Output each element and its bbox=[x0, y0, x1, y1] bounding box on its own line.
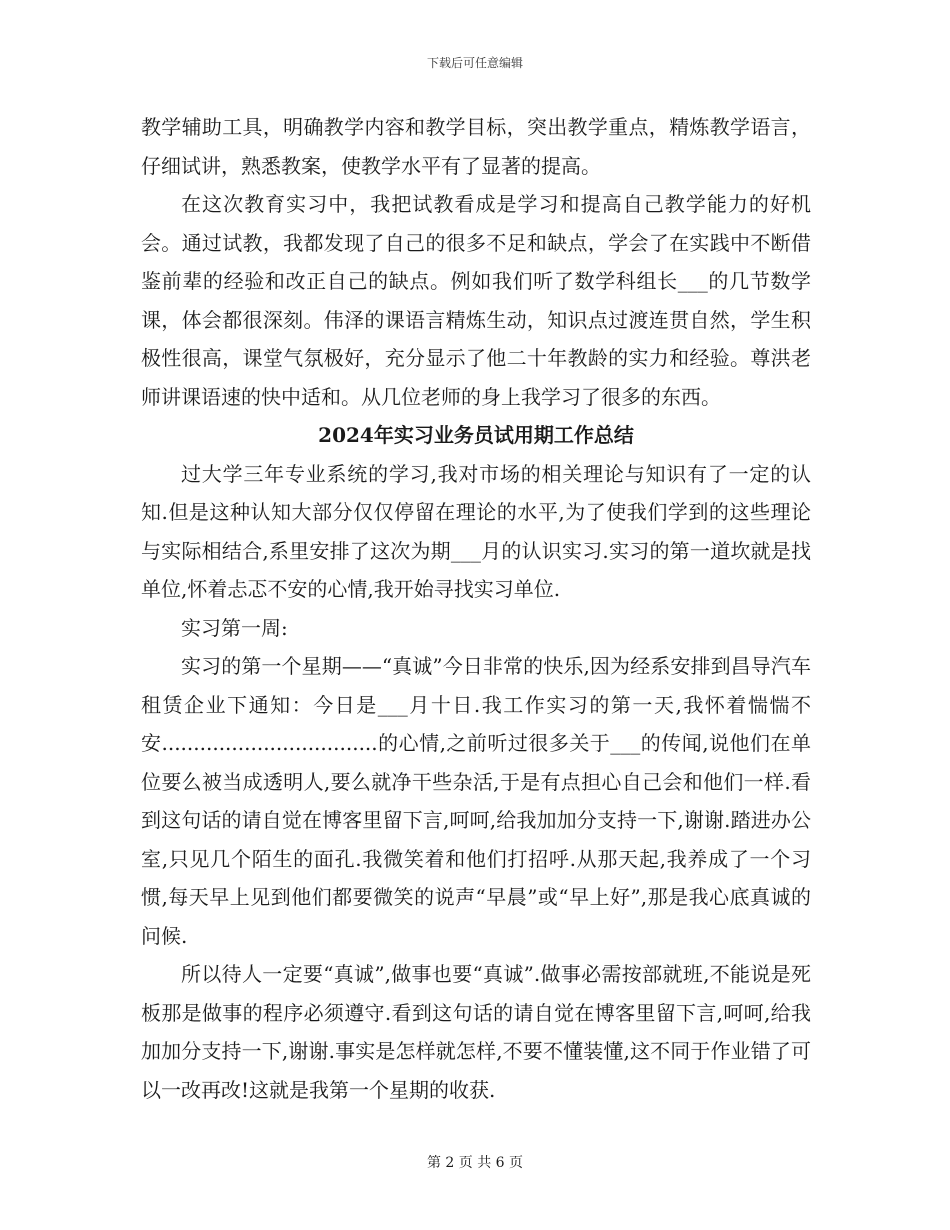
page-header: 下载后可任意编辑 bbox=[426, 56, 523, 70]
paragraph-sincerity: 所以待人一定要“真诚”,做事也要“真诚”.做事必需按部就班,不能说是死板那是做事的程序必须遵守.看到这句话的请自觉在博客里留下言,呵呵,给我加加分支持一下,谢谢.事实是怎样就怎样,不要不懂装懂,这不同于作业错了可以一改再改!这就是我第一个星期的收获. bbox=[141, 962, 811, 1102]
paragraph-teaching-practice: 在这次教育实习中，我把试教看成是学习和提高自己教学能力的好机会。通过试教，我都发现了自己的很多不足和缺点，学会了在实践中不断借鉴前辈的经验和改正自己的缺点。例如我们听了数学科组长___的几节数学课，体会都很深刻。伟泽的课语言精炼生动，知识点过渡连贯自然，学生积极性很高，课堂气氛极好，充分显示了他二十年教龄的实力和经验。尊洪老师讲课语速的快中适和。从几位老师的身上我学习了很多的东西。 bbox=[141, 192, 811, 409]
paragraph-first-week: 实习的第一个星期——“真诚”今日非常的快乐,因为经系安排到昌导汽车租赁企业下通知：今日是___月十日.我工作实习的第一天,我怀着惴惴不安..................................的心情,之前听过很多关于___的传闻,说他们在单位要么被当成透明人,要么就净干些杂活,于是有点担心自己会和他们一样.看到这句话的请自觉在博客里留下言,呵呵,给我加加分支持一下,谢谢.踏进办公室,只见几个陌生的面孔.我微笑着和他们打招呼.从那天起,我养成了一个习惯,每天早上见到他们都要微笑的说声“早晨”或“早上好”,那是我心底真诚的问候. bbox=[141, 654, 811, 948]
paragraph-week-heading: 实习第一周: bbox=[181, 615, 288, 640]
document-body bbox=[141, 108, 811, 1109]
section-title: 2024年实习业务员试用期工作总结 bbox=[318, 423, 634, 447]
page-footer: 第 2 页 共 6 页 bbox=[426, 1155, 524, 1171]
paragraph-intro: 过大学三年专业系统的学习,我对市场的相关理论与知识有了一定的认知.但是这种认知大部分仅仅停留在理论的水平,为了使我们学到的这些理论与实际相结合,系里安排了这次为期___月的认识实习.实习的第一道坎就是找单位,怀着忐忑不安的心情,我开始寻找实习单位. bbox=[141, 461, 811, 601]
paragraph-continued: 教学辅助工具，明确教学内容和教学目标，突出教学重点，精炼教学语言，仔细试讲，熟悉教案，使教学水平有了显著的提高。 bbox=[141, 115, 811, 178]
